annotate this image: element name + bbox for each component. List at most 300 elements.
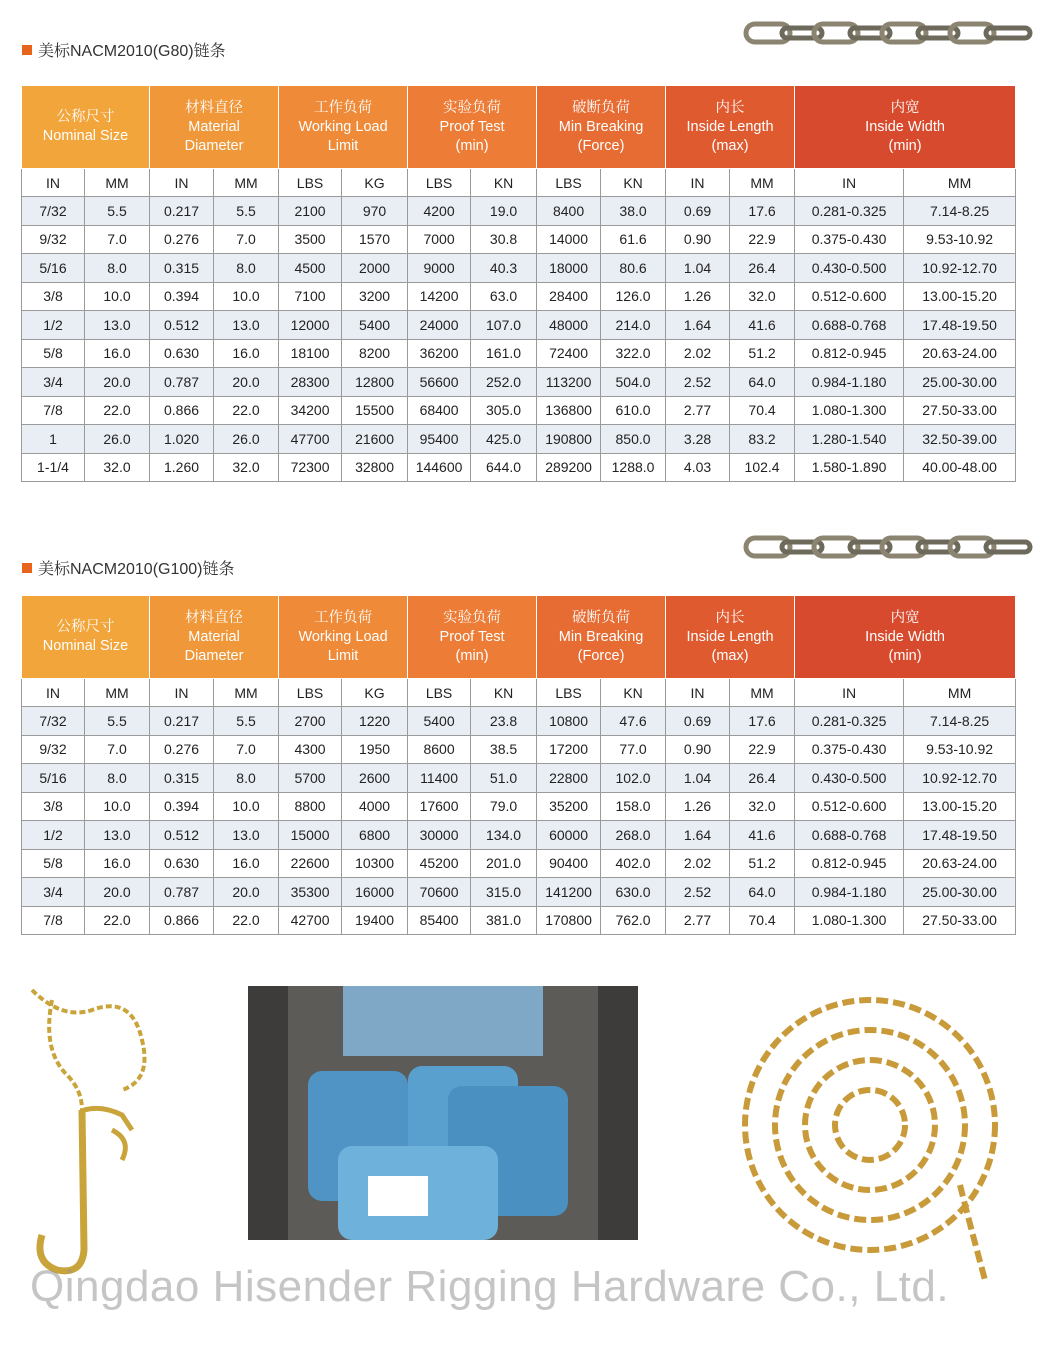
table-cell: 3/4 [22, 878, 85, 907]
table-cell: 5/16 [22, 254, 85, 283]
table-header-row [22, 86, 1016, 169]
table-cell: 0.394 [150, 792, 214, 821]
table-cell: 0.315 [150, 764, 214, 793]
table-row [22, 254, 1016, 283]
table-cell: 7/32 [22, 707, 85, 736]
table-cell: 0.812-0.945 [795, 339, 904, 368]
table-cell: 9/32 [22, 225, 85, 254]
table-cell: 7100 [279, 282, 342, 311]
table-cell: 4300 [279, 735, 342, 764]
table-cell: 38.0 [601, 197, 666, 226]
column-header [408, 596, 537, 679]
table-cell: 201.0 [471, 849, 537, 878]
table-cell: 8.0 [214, 764, 279, 793]
table-cell: 0.630 [150, 849, 214, 878]
table-cell: 47700 [279, 425, 342, 454]
table-cell: 13.0 [85, 821, 150, 850]
table-cell: 35300 [279, 878, 342, 907]
table-cell: 0.430-0.500 [795, 764, 904, 793]
table-cell: 10300 [342, 849, 408, 878]
table-cell: 5/16 [22, 764, 85, 793]
company-watermark: Qingdao Hisender Rigging Hardware Co., Ltd. [30, 1262, 950, 1311]
table-cell: 41.6 [730, 821, 795, 850]
table-cell: 20.0 [214, 368, 279, 397]
unit-cell: IN [150, 169, 214, 197]
table-row [22, 849, 1016, 878]
column-header-cn: 公称尺寸 [56, 619, 115, 635]
table-cell: 3/8 [22, 792, 85, 821]
column-header-en: Min Breaking [558, 118, 644, 135]
table-cell: 13.00-15.20 [904, 282, 1016, 311]
table-cell: 63.0 [471, 282, 537, 311]
table-cell: 126.0 [601, 282, 666, 311]
table-cell: 32.0 [214, 453, 279, 482]
column-header-en: Working Load [298, 118, 388, 135]
table-cell: 10.0 [85, 282, 150, 311]
table-cell: 20.0 [85, 878, 150, 907]
table-cell: 134.0 [471, 821, 537, 850]
table-cell: 268.0 [601, 821, 666, 850]
table-cell: 0.394 [150, 282, 214, 311]
table-cell: 22.0 [85, 906, 150, 935]
table-cell: 18000 [537, 254, 601, 283]
table-cell: 1.64 [666, 311, 730, 340]
table-cell: 34200 [279, 396, 342, 425]
table-cell: 12000 [279, 311, 342, 340]
unit-cell: KN [471, 679, 537, 707]
table-cell: 1/2 [22, 311, 85, 340]
column-header [795, 86, 1016, 169]
table-cell: 0.281-0.325 [795, 707, 904, 736]
table-row [22, 311, 1016, 340]
table-cell: 1.04 [666, 254, 730, 283]
table-cell: 0.512-0.600 [795, 792, 904, 821]
column-header [22, 86, 150, 169]
column-header-en-sub: (Force) [577, 647, 625, 664]
chain-with-hooks-photo [22, 980, 192, 1280]
table-cell: 20.63-24.00 [904, 339, 1016, 368]
table-cell: 5.5 [214, 197, 279, 226]
bullet-square-icon [22, 45, 32, 55]
column-header-en-sub: Limit [327, 137, 359, 154]
table-cell: 8600 [408, 735, 471, 764]
table-cell: 22.0 [85, 396, 150, 425]
table-row [22, 878, 1016, 907]
table-row [22, 764, 1016, 793]
column-header-en: Inside Width [865, 628, 945, 645]
column-header [666, 596, 795, 679]
table-cell: 18100 [279, 339, 342, 368]
table-body [22, 197, 1016, 482]
unit-cell: MM [904, 679, 1016, 707]
column-header [279, 596, 408, 679]
table-cell: 16.0 [85, 849, 150, 878]
table-cell: 79.0 [471, 792, 537, 821]
table-cell: 10.0 [85, 792, 150, 821]
table-units-row [22, 679, 1016, 707]
table-cell: 0.688-0.768 [795, 821, 904, 850]
table-cell: 4000 [342, 792, 408, 821]
unit-cell: KN [471, 169, 537, 197]
table-cell: 1.020 [150, 425, 214, 454]
table-cell: 77.0 [601, 735, 666, 764]
table-cell: 32.0 [730, 282, 795, 311]
table-cell: 19400 [342, 906, 408, 935]
unit-cell: MM [85, 679, 150, 707]
table-cell: 7/8 [22, 396, 85, 425]
table-cell: 1220 [342, 707, 408, 736]
column-header-cn: 破断负荷 [572, 99, 631, 116]
table-cell: 7/8 [22, 906, 85, 935]
table-cell: 30.8 [471, 225, 537, 254]
column-header-cn: 内长 [715, 609, 745, 626]
table-cell: 12800 [342, 368, 408, 397]
table-cell: 5400 [342, 311, 408, 340]
table-cell: 5.5 [85, 197, 150, 226]
unit-cell: MM [904, 169, 1016, 197]
table-cell: 64.0 [730, 878, 795, 907]
table-cell: 970 [342, 197, 408, 226]
section-title-text: 美标NACM2010(G100)链条 [38, 561, 235, 578]
column-header [150, 596, 279, 679]
table-cell: 610.0 [601, 396, 666, 425]
table-cell: 17.48-19.50 [904, 311, 1016, 340]
column-header-en: Proof Test [439, 628, 505, 645]
unit-cell: IN [150, 679, 214, 707]
table-cell: 61.6 [601, 225, 666, 254]
chain-link-image [742, 16, 1037, 50]
table-cell: 16.0 [214, 849, 279, 878]
table-cell: 20.0 [85, 368, 150, 397]
table-cell: 72400 [537, 339, 601, 368]
spec-table-g80 [21, 85, 1016, 482]
table-cell: 24000 [408, 311, 471, 340]
column-header-en-sub: (max) [711, 647, 749, 664]
column-header-en: Inside Length [686, 118, 774, 135]
table-cell: 305.0 [471, 396, 537, 425]
table-cell: 3/4 [22, 368, 85, 397]
table-row [22, 453, 1016, 482]
table-cell: 38.5 [471, 735, 537, 764]
table-cell: 17.6 [730, 197, 795, 226]
table-cell: 102.4 [730, 453, 795, 482]
table-cell: 8.0 [214, 254, 279, 283]
table-cell: 3.28 [666, 425, 730, 454]
table-cell: 0.630 [150, 339, 214, 368]
table-cell: 22.9 [730, 735, 795, 764]
column-header-cn: 材料直径 [185, 99, 244, 116]
table-cell: 630.0 [601, 878, 666, 907]
table-cell: 9000 [408, 254, 471, 283]
table-cell: 16.0 [214, 339, 279, 368]
table-cell: 0.787 [150, 368, 214, 397]
unit-cell: LBS [537, 679, 601, 707]
table-cell: 13.0 [214, 821, 279, 850]
column-header-en-sub: (min) [455, 137, 489, 154]
table-cell: 136800 [537, 396, 601, 425]
table-cell: 0.512-0.600 [795, 282, 904, 311]
table-cell: 10.0 [214, 792, 279, 821]
table-cell: 70.4 [730, 906, 795, 935]
table-cell: 13.00-15.20 [904, 792, 1016, 821]
table-header-row [22, 596, 1016, 679]
table-cell: 17200 [537, 735, 601, 764]
column-header-en: Material [188, 628, 240, 645]
table-cell: 3500 [279, 225, 342, 254]
table-cell: 170800 [537, 906, 601, 935]
table-cell: 381.0 [471, 906, 537, 935]
table-cell: 5400 [408, 707, 471, 736]
table-cell: 1.080-1.300 [795, 396, 904, 425]
table-cell: 0.276 [150, 735, 214, 764]
table-cell: 4500 [279, 254, 342, 283]
table-cell: 762.0 [601, 906, 666, 935]
table-cell: 17.48-19.50 [904, 821, 1016, 850]
column-header-en-sub: Diameter [184, 647, 244, 664]
table-cell: 322.0 [601, 339, 666, 368]
table-cell: 35200 [537, 792, 601, 821]
table-cell: 158.0 [601, 792, 666, 821]
table-cell: 22.0 [214, 906, 279, 935]
unit-cell: LBS [408, 169, 471, 197]
table-cell: 32.0 [730, 792, 795, 821]
table-cell: 1 [22, 425, 85, 454]
table-cell: 0.812-0.945 [795, 849, 904, 878]
column-header-en-sub: Diameter [184, 137, 244, 154]
table-cell: 26.0 [85, 425, 150, 454]
table-cell: 14000 [537, 225, 601, 254]
unit-cell: LBS [408, 679, 471, 707]
bullet-square-icon [22, 563, 32, 573]
table-cell: 2.02 [666, 339, 730, 368]
table-cell: 2.77 [666, 906, 730, 935]
section-title-g80 [22, 38, 226, 61]
table-cell: 1.64 [666, 821, 730, 850]
column-header-en: Inside Length [686, 628, 774, 645]
table-cell: 8800 [279, 792, 342, 821]
unit-cell: IN [666, 679, 730, 707]
column-header-en: Nominal Size [42, 128, 129, 144]
table-row [22, 906, 1016, 935]
table-cell: 70600 [408, 878, 471, 907]
table-cell: 1.580-1.890 [795, 453, 904, 482]
table-cell: 1.260 [150, 453, 214, 482]
column-header [537, 86, 666, 169]
table-cell: 26.0 [214, 425, 279, 454]
table-cell: 0.866 [150, 906, 214, 935]
unit-cell: KN [601, 679, 666, 707]
table-cell: 252.0 [471, 368, 537, 397]
unit-cell: IN [795, 679, 904, 707]
table-row [22, 197, 1016, 226]
table-cell: 1950 [342, 735, 408, 764]
table-row [22, 225, 1016, 254]
column-header-en: Material [188, 118, 240, 135]
column-header-en-sub: (max) [711, 137, 749, 154]
table-cell: 0.375-0.430 [795, 735, 904, 764]
table-cell: 0.90 [666, 735, 730, 764]
table-cell: 32.0 [85, 453, 150, 482]
table-cell: 1288.0 [601, 453, 666, 482]
table-cell: 10.92-12.70 [904, 254, 1016, 283]
unit-cell: LBS [279, 679, 342, 707]
table-cell: 7.0 [214, 735, 279, 764]
table-cell: 402.0 [601, 849, 666, 878]
table-cell: 19.0 [471, 197, 537, 226]
table-cell: 26.4 [730, 254, 795, 283]
table-cell: 425.0 [471, 425, 537, 454]
table-cell: 5.5 [85, 707, 150, 736]
table-cell: 60000 [537, 821, 601, 850]
column-header-en: Inside Width [865, 118, 945, 135]
table-cell: 7.0 [85, 225, 150, 254]
table-cell: 10800 [537, 707, 601, 736]
table-cell: 214.0 [601, 311, 666, 340]
column-header [537, 596, 666, 679]
column-header [279, 86, 408, 169]
column-header-cn: 内宽 [890, 99, 920, 116]
table-row [22, 396, 1016, 425]
table-cell: 0.787 [150, 878, 214, 907]
table-cell: 20.63-24.00 [904, 849, 1016, 878]
section-title-text: 美标NACM2010(G80)链条 [38, 43, 226, 60]
table-cell: 14200 [408, 282, 471, 311]
table-cell: 25.00-30.00 [904, 368, 1016, 397]
table-cell: 90400 [537, 849, 601, 878]
table-cell: 8.0 [85, 254, 150, 283]
table-cell: 113200 [537, 368, 601, 397]
table-cell: 15000 [279, 821, 342, 850]
column-header-en: Min Breaking [558, 628, 644, 645]
unit-cell: MM [730, 679, 795, 707]
table-cell: 0.90 [666, 225, 730, 254]
table-cell: 51.2 [730, 849, 795, 878]
table-cell: 41.6 [730, 311, 795, 340]
table-cell: 45200 [408, 849, 471, 878]
unit-cell: KG [342, 169, 408, 197]
table-row [22, 821, 1016, 850]
table-row [22, 339, 1016, 368]
table-cell: 1.26 [666, 792, 730, 821]
table-cell: 1.280-1.540 [795, 425, 904, 454]
table-cell: 5700 [279, 764, 342, 793]
table-cell: 0.217 [150, 707, 214, 736]
table-cell: 72300 [279, 453, 342, 482]
table-cell: 7.14-8.25 [904, 197, 1016, 226]
column-header [22, 596, 150, 679]
table-cell: 0.430-0.500 [795, 254, 904, 283]
column-header-en: Nominal Size [42, 638, 129, 654]
table-cell: 17600 [408, 792, 471, 821]
table-units-row [22, 169, 1016, 197]
table-cell: 1.080-1.300 [795, 906, 904, 935]
table-cell: 22.9 [730, 225, 795, 254]
unit-cell: LBS [537, 169, 601, 197]
table-cell: 17.6 [730, 707, 795, 736]
table-cell: 56600 [408, 368, 471, 397]
table-cell: 2.52 [666, 368, 730, 397]
table-cell: 2.77 [666, 396, 730, 425]
column-header-en-sub: (min) [888, 137, 922, 154]
table-cell: 15500 [342, 396, 408, 425]
table-cell: 28300 [279, 368, 342, 397]
table-cell: 0.281-0.325 [795, 197, 904, 226]
table-row [22, 425, 1016, 454]
unit-cell: IN [666, 169, 730, 197]
table-cell: 141200 [537, 878, 601, 907]
table-cell: 0.276 [150, 225, 214, 254]
table-cell: 0.984-1.180 [795, 368, 904, 397]
column-header-cn: 材料直径 [185, 609, 244, 626]
table-cell: 644.0 [471, 453, 537, 482]
column-header-en-sub: Limit [327, 647, 359, 664]
table-cell: 7.14-8.25 [904, 707, 1016, 736]
column-header-cn: 实验负荷 [443, 609, 502, 626]
table-cell: 8400 [537, 197, 601, 226]
table-cell: 85400 [408, 906, 471, 935]
section-title-g100 [22, 556, 235, 579]
table-cell: 1.26 [666, 282, 730, 311]
table-cell: 161.0 [471, 339, 537, 368]
table-cell: 36200 [408, 339, 471, 368]
table-cell: 32.50-39.00 [904, 425, 1016, 454]
table-cell: 40.3 [471, 254, 537, 283]
column-header-cn: 实验负荷 [443, 99, 502, 116]
table-row [22, 735, 1016, 764]
table-cell: 0.512 [150, 311, 214, 340]
column-header [150, 86, 279, 169]
column-header-en-sub: (min) [888, 647, 922, 664]
table-cell: 13.0 [214, 311, 279, 340]
unit-cell: MM [730, 169, 795, 197]
table-cell: 2600 [342, 764, 408, 793]
table-row [22, 792, 1016, 821]
table-cell: 4200 [408, 197, 471, 226]
unit-cell: MM [85, 169, 150, 197]
column-header-en: Proof Test [439, 118, 505, 135]
table-cell: 2000 [342, 254, 408, 283]
table-cell: 9.53-10.92 [904, 735, 1016, 764]
table-cell: 10.92-12.70 [904, 764, 1016, 793]
table-cell: 95400 [408, 425, 471, 454]
table-cell: 8.0 [85, 764, 150, 793]
column-header-en-sub: (min) [455, 647, 489, 664]
table-cell: 13.0 [85, 311, 150, 340]
table-cell: 22800 [537, 764, 601, 793]
table-cell: 1570 [342, 225, 408, 254]
table-cell: 289200 [537, 453, 601, 482]
unit-cell: IN [795, 169, 904, 197]
table-cell: 47.6 [601, 707, 666, 736]
unit-cell: LBS [279, 169, 342, 197]
unit-cell: IN [22, 679, 85, 707]
table-cell: 5/8 [22, 849, 85, 878]
table-cell: 22600 [279, 849, 342, 878]
table-cell: 2700 [279, 707, 342, 736]
table-cell: 48000 [537, 311, 601, 340]
table-cell: 1-1/4 [22, 453, 85, 482]
table-cell: 144600 [408, 453, 471, 482]
table-cell: 16000 [342, 878, 408, 907]
table-cell: 64.0 [730, 368, 795, 397]
table-cell: 51.0 [471, 764, 537, 793]
table-cell: 25.00-30.00 [904, 878, 1016, 907]
table-cell: 32800 [342, 453, 408, 482]
table-cell: 0.69 [666, 197, 730, 226]
table-cell: 315.0 [471, 878, 537, 907]
column-header [795, 596, 1016, 679]
table-cell: 9/32 [22, 735, 85, 764]
